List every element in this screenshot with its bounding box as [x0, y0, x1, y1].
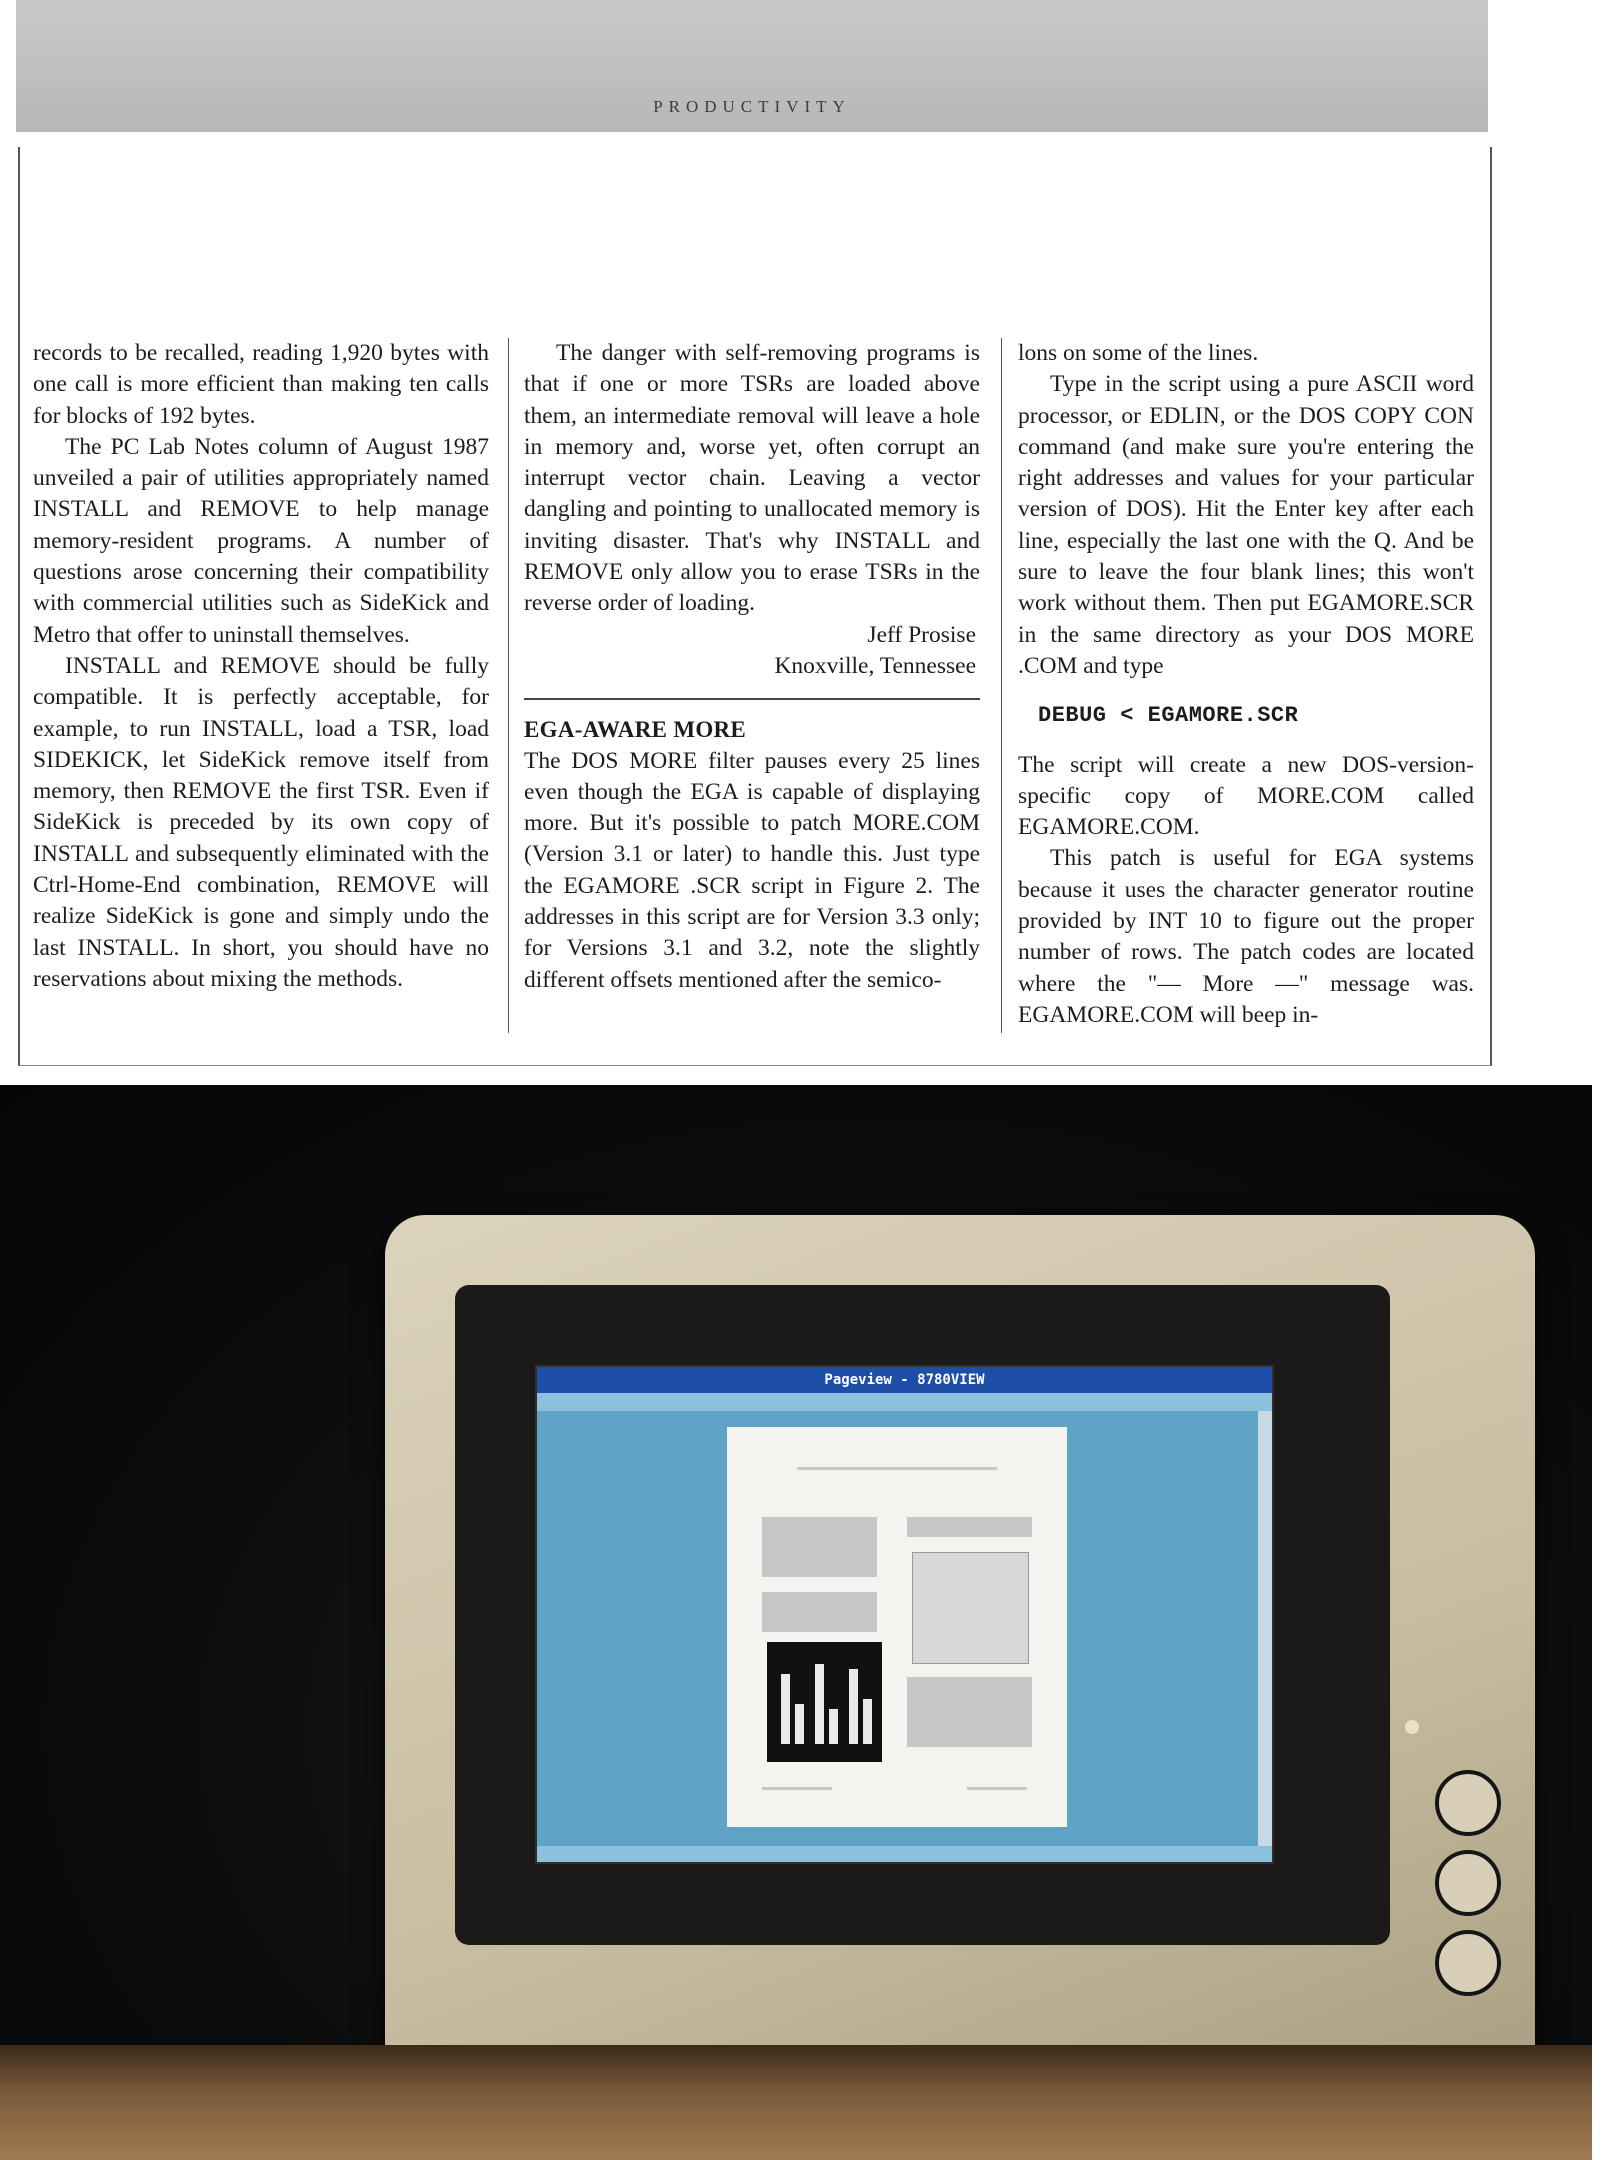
column-rule — [508, 338, 509, 1033]
paragraph: lons on some of the lines. — [1018, 340, 1259, 366]
article-column-1 — [33, 338, 489, 995]
chart-bar — [849, 1669, 858, 1744]
screen-menu-bar — [537, 1393, 1272, 1411]
paragraph: INSTALL and REMOVE should be fully compatible. It is perfectly acceptable, for example, to run INSTALL, load a TSR, load SIDEKICK, let SideKick remove itself from memory, then REMOVE the first TSR. Even if SideKick is preceded by its own copy of INSTALL and subsequently eliminated with the Ctrl-Home-End combination, REMOVE will realize SideKick is gone and simply undo the last INSTALL. In short, you should have no reservations about mixing the methods. — [33, 652, 489, 992]
header-band — [16, 0, 1488, 132]
control-knob — [1435, 1850, 1501, 1916]
text-block — [762, 1517, 877, 1577]
document-preview-page — [727, 1427, 1067, 1827]
chart-bar — [781, 1674, 790, 1744]
chart-bar — [829, 1709, 838, 1744]
text-line — [762, 1787, 832, 1790]
horizontal-scrollbar — [537, 1846, 1272, 1862]
article-column-2 — [524, 338, 980, 996]
monitor-bezel — [455, 1285, 1390, 1945]
author-name: Jeff Prosise — [867, 621, 976, 648]
control-knob — [1435, 1770, 1501, 1836]
section-divider — [524, 698, 980, 700]
monitor-screen — [535, 1365, 1274, 1864]
chart-bar — [863, 1699, 872, 1744]
paragraph: records to be recalled, reading 1,920 bytes with one call is more efficient than making ten calls for blocks of 192 bytes. — [33, 340, 489, 429]
column-rule — [1001, 338, 1002, 1033]
text-block — [907, 1517, 1032, 1537]
text-block — [762, 1592, 877, 1632]
code-line: DEBUG < EGAMORE.SCR — [1038, 703, 1299, 729]
paragraph: The script will create a new DOS-version-specific copy of MORE.COM called EGAMORE.COM. — [1018, 751, 1474, 841]
bar-chart-thumbnail — [767, 1642, 882, 1762]
monitor-photo — [0, 1085, 1592, 2160]
paragraph: This patch is useful for EGA systems because it uses the character generator routine provided by INT 10 to figure out the proper number of rows. The patch codes are located where the "— More —" message was. EGAMORE.COM will beep in- — [1018, 845, 1474, 1028]
text-block — [907, 1677, 1032, 1747]
chart-bar — [795, 1704, 804, 1744]
section-heading: EGA-AWARE MORE — [524, 717, 747, 743]
section-label: PRODUCTIVITY — [653, 97, 851, 116]
text-line — [797, 1467, 997, 1470]
text-line — [967, 1787, 1027, 1790]
paragraph: The DOS MORE filter pauses every 25 lines even though the EGA is capable of displaying more. But it's possible to patch MORE.COM (Version 3.1 or later) to handle this. Just type the EGAMORE .SCR script in Figure 2. The addresses in this script are for Version 3.3 only; for Versions 3.1 and 3.2, note the slightly different offsets mentioned after the semico- — [524, 747, 980, 993]
screen-title-bar: Pageview - 8780VIEW — [537, 1367, 1272, 1393]
paragraph: The danger with self-removing programs is that if one or more TSRs are loaded above them, an intermediate removal will leave a hole in memory and, worse yet, often corrupt an interrupt vector chain. Leaving a vector dangling and pointing to unallocated memory is inviting disaster. That's why INSTALL and REMOVE only allow you to erase TSRs in the reverse order of loading. — [524, 340, 980, 617]
vertical-scrollbar — [1258, 1411, 1272, 1846]
power-led — [1405, 1720, 1419, 1734]
desk-surface — [0, 2045, 1592, 2160]
page-margin — [1592, 0, 1613, 2160]
monitor-casing — [385, 1215, 1535, 2125]
paragraph: Type in the script using a pure ASCII word processor, or EDLIN, or the DOS COPY CON command (and make sure you're entering the right addresses and values for your particular version of DOS). Hit the Enter key after each line, especially the last one with the Q. And be sure to leave the four blank lines; this won't work without them. Then put EGAMORE.SCR in the same directory as your DOS MORE .COM and type — [1018, 371, 1474, 679]
author-location: Knoxville, Tennessee — [774, 652, 976, 679]
control-knob — [1435, 1930, 1501, 1996]
article-column-3 — [1018, 338, 1474, 1031]
chart-bar — [815, 1664, 824, 1744]
paragraph: The PC Lab Notes column of August 1987 unveiled a pair of utilities appropriately named INSTALL and REMOVE to help manage memory-resident programs. A number of questions arose concerning their compatibility with commercial utilities such as SideKick and Metro that offer to uninstall themselves. — [33, 433, 489, 648]
table-block — [912, 1552, 1029, 1664]
